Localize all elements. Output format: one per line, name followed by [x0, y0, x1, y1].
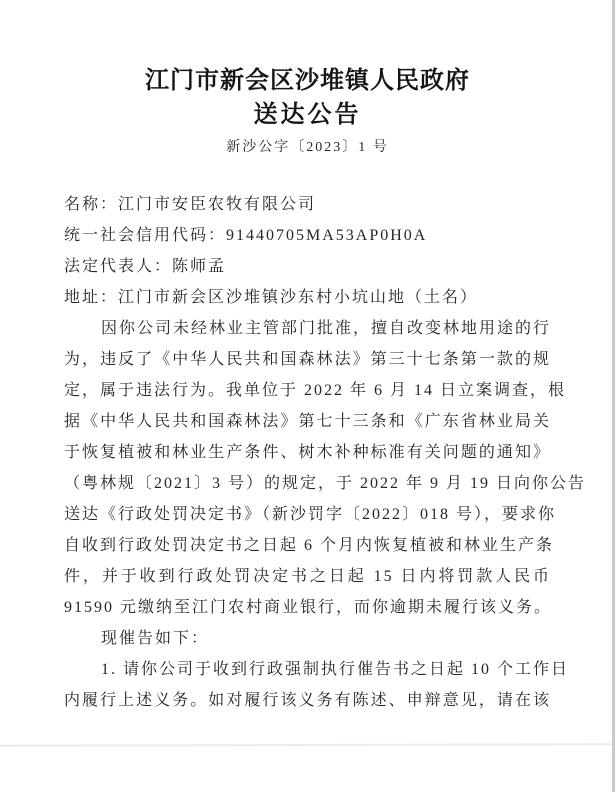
body-line: 送达《行政处罚决定书》（新沙罚字〔2022〕018 号），要求你 — [64, 506, 557, 523]
body-line: 据《中华人民共和国森林法》第七十三条和《广东省林业局关 — [64, 413, 551, 430]
body-line: 件，并于收到行政处罚决定书之日起 15 日内将罚款人民币 — [64, 568, 551, 585]
field-company-name: 名称：江门市安臣农牧有限公司 — [64, 196, 317, 213]
body-line: 1. 请你公司于收到行政强制执行催告书之日起 10 个工作日 — [101, 661, 570, 678]
body-line: 定，属于违法行为。我单位于 2022 年 6 月 14 日立案调查，根 — [64, 382, 567, 399]
body-line: （粤林规〔2021〕3 号）的规定，于 2022 年 9 月 19 日向你公告 — [64, 475, 587, 492]
body-line: 于恢复植被和林业生产条件、树木补种标准有关问题的通知》 — [64, 444, 551, 461]
document-number: 新沙公字〔2023〕1 号 — [226, 140, 389, 155]
body-line: 为，违反了《中华人民共和国森林法》第三十七条第一款的规 — [64, 351, 551, 368]
document-title-line2: 送达公告 — [253, 102, 362, 128]
document-title-line1: 江门市新会区沙堆镇人民政府 — [145, 68, 470, 94]
document-title — [0, 64, 615, 132]
body-line: 因你公司未经林业主管部门批准，擅自改变林地用途的行 — [101, 320, 552, 337]
field-legal-representative: 法定代表人：陈师孟 — [64, 258, 227, 275]
body-line: 自收到行政处罚决定书之日起 6 个月内恢复植被和林业生产条 — [64, 537, 555, 554]
body-line: 内履行上述义务。如对履行该义务有陈述、申辩意见，请在该 — [64, 692, 551, 709]
document-body — [64, 189, 587, 716]
field-address: 地址：江门市新会区沙堆镇沙东村小坑山地（土名） — [64, 289, 479, 306]
body-line: 91590 元缴纳至江门农村商业银行，而你逾期未履行该义务。 — [64, 599, 553, 616]
body-line-demand-heading: 现催告如下： — [101, 630, 210, 647]
field-credit-code: 统一社会信用代码：91440705MA53AP0H0A — [64, 227, 428, 244]
scan-page-bottom-edge — [0, 743, 615, 747]
